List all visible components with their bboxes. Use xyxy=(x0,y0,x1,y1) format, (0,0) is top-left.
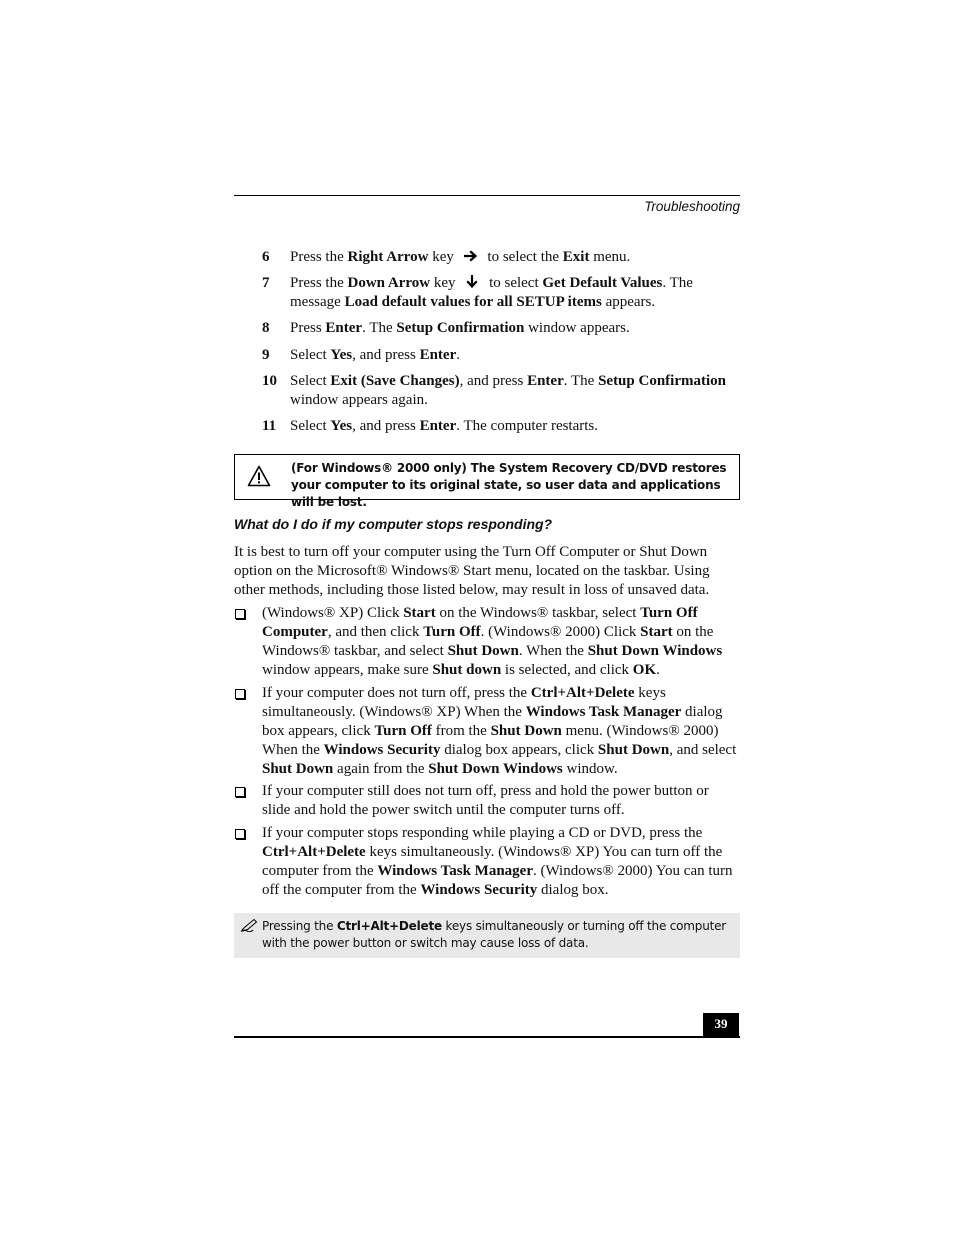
page-number: 39 xyxy=(703,1013,739,1037)
step-text: Select Yes, and press Enter. xyxy=(290,347,460,363)
footer-rule xyxy=(234,1036,740,1038)
bullet-text: If your computer does not turn off, press the Ctrl+Alt+Delete keys simultaneously. (Windows® XP) When the Windows Task Manager dialog box appears, click Turn Off from the Shut Down menu. (Windows® 2000) When the Windows Security dialog box appears, click Shut Down, and select Shut Down again from the Shut Down Windows window. xyxy=(262,685,737,777)
step-text: Select Exit (Save Changes), and press Enter. The Setup Confirmation window appears again. xyxy=(290,373,726,408)
bullet-text: (Windows® XP) Click Start on the Windows® taskbar, select Turn Off Computer, and then click Turn Off. (Windows® 2000) Click Start on the Windows® taskbar, and select Shut Down. When the Shut Down Windows window appears, make sure Shut down is selected, and click OK. xyxy=(262,605,723,678)
checkbox-bullet-icon xyxy=(235,689,245,699)
note-text: Pressing the Ctrl+Alt+Delete keys simultaneously or turning off the computer with the power button or switch may cause loss of data. xyxy=(262,919,727,950)
running-head: Troubleshooting xyxy=(644,199,740,214)
right-arrow-icon xyxy=(464,249,478,263)
down-arrow-icon xyxy=(465,275,479,289)
checkbox-bullet-icon xyxy=(235,609,245,619)
warning-box xyxy=(234,454,740,509)
step-number: 7 xyxy=(262,275,270,291)
bullet-text: If your computer still does not turn off, press and hold the power button or slide and hold the power switch until the computer turns off. xyxy=(262,783,709,818)
bullet-text: If your computer stops responding while playing a CD or DVD, press the Ctrl+Alt+Delete keys simultaneously. (Windows® XP) You can turn off the computer from the Windows Task Manager. (Windows® 2000) You can turn off the computer from the Windows Security dialog box. xyxy=(262,825,733,898)
warning-triangle-icon xyxy=(247,465,271,487)
pencil-note-icon xyxy=(240,918,258,932)
intro-paragraph: It is best to turn off your computer using the Turn Off Computer or Shut Down option on the Microsoft® Windows® Start menu, located on the taskbar. Using other methods, including those listed below, may result in loss of unsaved data. xyxy=(234,544,710,598)
checkbox-bullet-icon xyxy=(235,787,245,797)
step-number: 6 xyxy=(262,249,270,265)
step-text: Press the Right Arrow key to select the Exit menu. xyxy=(290,249,631,265)
step-number: 8 xyxy=(262,320,270,336)
step-number: 11 xyxy=(262,418,277,434)
step-number: 9 xyxy=(262,347,270,363)
step-text: Press the Down Arrow key to select Get Default Values. The message Load default values for all SETUP items appears. xyxy=(290,275,693,310)
note-box xyxy=(234,913,740,958)
step-text: Select Yes, and press Enter. The computer restarts. xyxy=(290,418,599,434)
warning-text: (For Windows® 2000 only) The System Recovery CD/DVD restores your computer to its original state, so user data and applications will be lost. xyxy=(291,461,727,509)
section-heading: What do I do if my computer stops responding? xyxy=(234,516,553,532)
header-rule xyxy=(234,195,740,196)
checkbox-bullet-icon xyxy=(235,829,245,839)
step-number: 10 xyxy=(262,373,277,389)
step-text: Press Enter. The Setup Confirmation window appears. xyxy=(290,320,630,336)
